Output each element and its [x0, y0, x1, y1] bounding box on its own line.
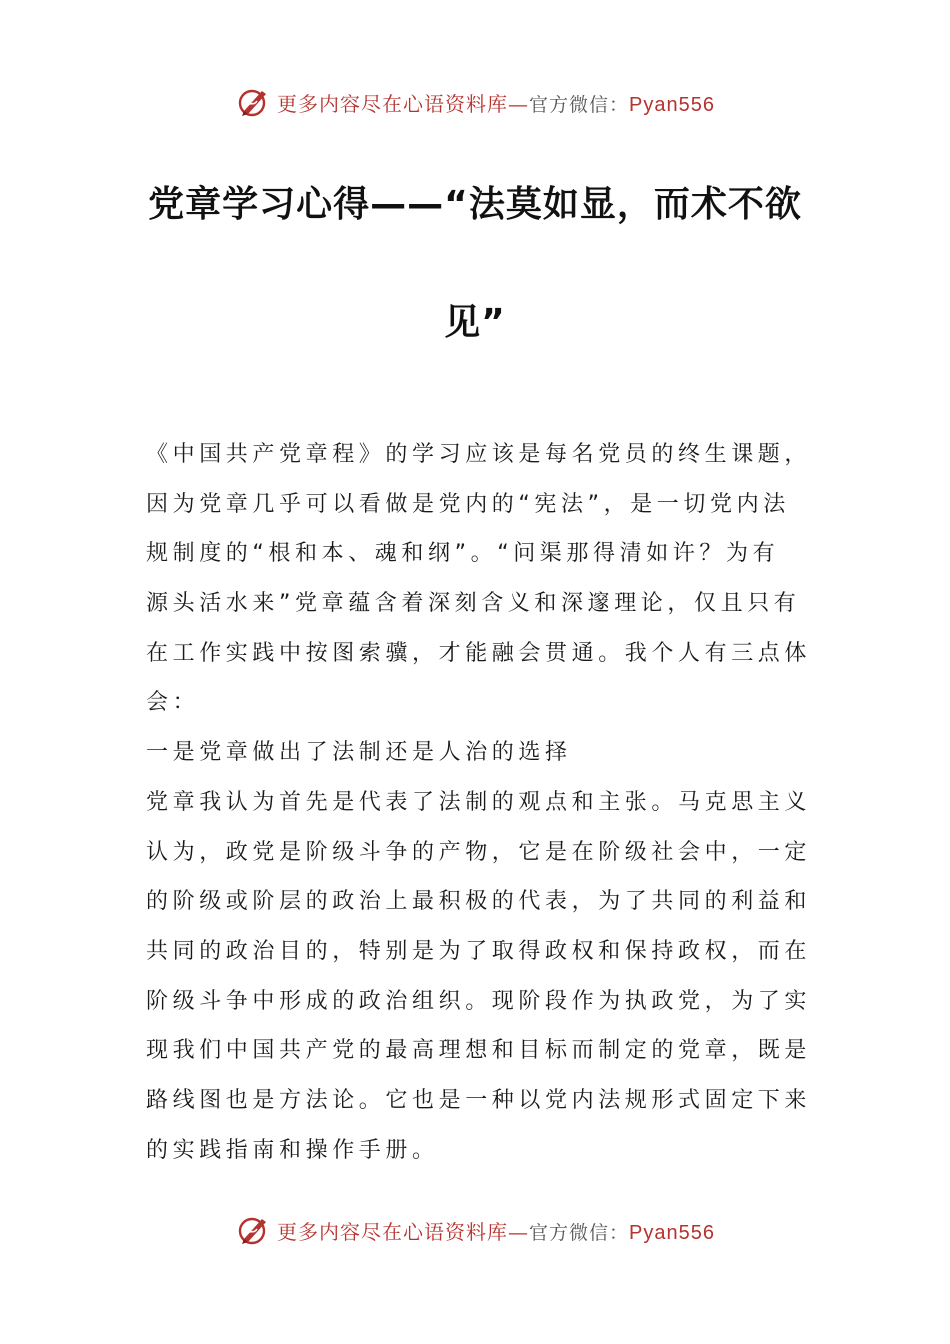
body-line: 源头活水来”党章蕴含着深刻含义和深邃理论，仅且只有: [146, 591, 801, 617]
footer-banner-text: [277, 1216, 715, 1245]
body-line: 因为党章几乎可以看做是党内的“宪法”，是一切党内法: [146, 491, 790, 517]
footer-banner-wechat-id: Pyan556: [629, 1221, 715, 1244]
pen-circle-logo-icon: [235, 84, 271, 120]
body-line: 《中国共产党章程》的学习应该是每名党员的终生课题，: [146, 442, 812, 467]
footer-banner: [0, 1208, 950, 1252]
body-line: 阶级斗争中形成的政治组织。现阶段作为执政党，为了实: [146, 988, 812, 1014]
body-line: 认为，政党是阶级斗争的产物，它是在阶级社会中，一定: [146, 839, 812, 865]
header-banner-wechat-id: Pyan556: [629, 93, 715, 116]
footer-banner-dash: —: [508, 1219, 529, 1244]
section-heading: 一是党章做出了法制还是人治的选择: [146, 740, 572, 766]
body-line: 路线图也是方法论。它也是一种以党内法规形式固定下来: [146, 1087, 812, 1113]
document-title-line-2: 见”: [444, 302, 506, 343]
body-line: 的阶级或阶层的政治上最积极的代表，为了共同的利益和: [146, 889, 812, 915]
header-banner-text: [277, 88, 715, 117]
body-line: 会：: [146, 690, 200, 716]
body-line: 规制度的“根和本、魂和纲”。“问渠那得清如许？为有: [146, 541, 780, 567]
body-line: 在工作实践中按图索骥，才能融会贯通。我个人有三点体: [146, 640, 812, 666]
header-banner-wechat-label: 官方微信：: [529, 93, 630, 116]
document-body: [146, 430, 812, 1175]
body-line: 党章我认为首先是代表了法制的观点和主张。马克思主义: [146, 789, 812, 815]
footer-banner-main: 更多内容尽在心语资料库: [277, 1219, 508, 1244]
footer-banner-wechat-label: 官方微信：: [529, 1221, 630, 1244]
document-title-line-1: 党章学习心得——“法莫如显，而术不欲: [148, 184, 802, 225]
header-banner-dash: —: [508, 91, 529, 116]
body-line: 共同的政治目的，特别是为了取得政权和保持政权，而在: [146, 938, 812, 964]
header-banner-main: 更多内容尽在心语资料库: [277, 91, 508, 116]
pen-circle-logo-icon: [235, 1212, 271, 1248]
header-banner: [0, 80, 950, 124]
body-line: 现我们中国共产党的最高理想和目标而制定的党章，既是: [146, 1038, 812, 1064]
body-line: 的实践指南和操作手册。: [146, 1137, 439, 1163]
